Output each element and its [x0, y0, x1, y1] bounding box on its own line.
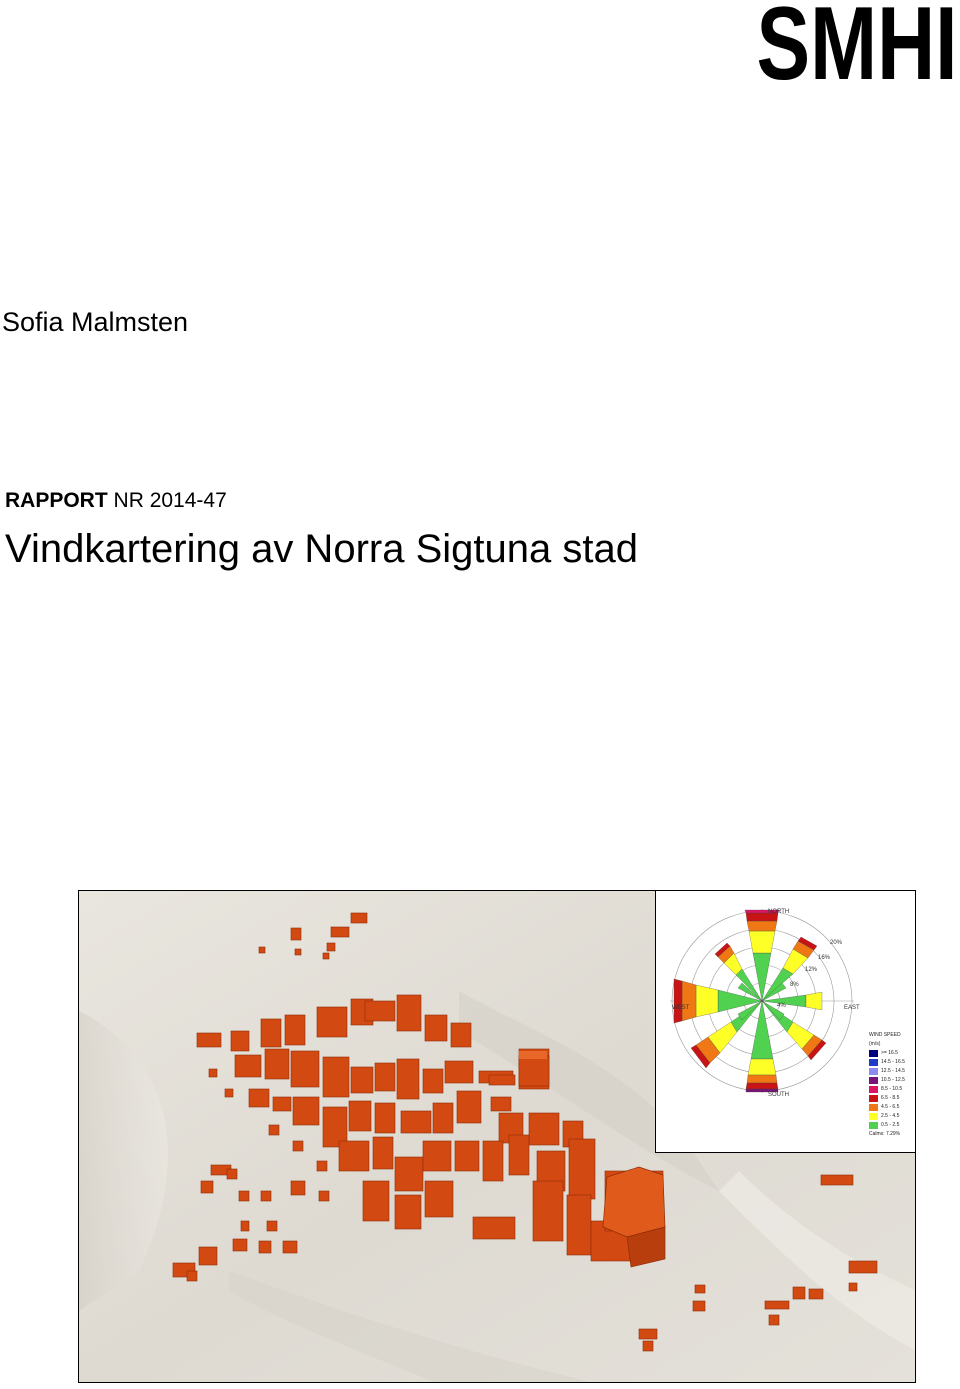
legend-calms: Calms: 7.29%	[869, 1131, 901, 1137]
rose-west-label: WEST	[672, 1005, 690, 1011]
legend-label: >= 16.5	[881, 1050, 898, 1056]
report-label: RAPPORT	[5, 489, 108, 512]
legend-row	[869, 1121, 916, 1130]
legend-row	[869, 1103, 916, 1112]
report-nr: NR 2014-47	[113, 489, 227, 512]
legend-row	[869, 1058, 916, 1067]
legend-title: WIND SPEED	[869, 1032, 901, 1038]
legend-swatch	[869, 1122, 878, 1129]
legend-row	[869, 1049, 916, 1058]
legend-row	[869, 1067, 916, 1076]
legend-swatch	[869, 1077, 878, 1084]
legend-swatch	[869, 1104, 878, 1111]
legend-label: 4.5 - 6.5	[881, 1104, 900, 1110]
smhi-logo	[756, 2, 959, 82]
smhi-logo-text: SMHI	[756, 2, 958, 82]
rose-ring-12: 12%	[805, 967, 818, 973]
legend-swatch	[869, 1086, 878, 1093]
legend-rows	[869, 1049, 916, 1130]
rose-north-label: NORTH	[768, 909, 790, 915]
legend-swatch	[869, 1068, 878, 1075]
rose-ring-20: 20%	[830, 940, 843, 946]
legend-row	[869, 1085, 916, 1094]
rose-ring-16: 16%	[818, 955, 831, 961]
legend-swatch	[869, 1059, 878, 1066]
report-title: Vindkartering av Norra Sigtuna stad	[5, 527, 638, 571]
legend-label: 14.5 - 16.5	[881, 1059, 905, 1065]
legend-row	[869, 1076, 916, 1085]
wind-speed-legend	[869, 1031, 916, 1139]
wind-rose-inset	[655, 891, 916, 1153]
report-number	[5, 488, 227, 514]
legend-row	[869, 1094, 916, 1103]
legend-label: 12.5 - 14.5	[881, 1068, 905, 1074]
legend-swatch	[869, 1050, 878, 1057]
legend-swatch	[869, 1095, 878, 1102]
rose-south-label: SOUTH	[768, 1092, 789, 1098]
legend-unit: (m/s)	[869, 1041, 881, 1047]
rose-east-label: EAST	[844, 1005, 860, 1011]
wind-rose-petals	[674, 910, 826, 1092]
cover-figure	[78, 890, 916, 1383]
legend-label: 8.5 - 10.5	[881, 1086, 903, 1092]
legend-row	[869, 1112, 916, 1121]
legend-swatch	[869, 1113, 878, 1120]
legend-label: 0.5 - 2.5	[881, 1122, 900, 1128]
author-name: Sofia Malmsten	[2, 307, 189, 337]
rose-ring-4: 4%	[777, 1003, 786, 1009]
legend-label: 10.5 - 12.5	[881, 1077, 905, 1083]
legend-label: 6.5 - 8.5	[881, 1095, 900, 1101]
legend-label: 2.5 - 4.5	[881, 1113, 900, 1119]
rose-ring-8: 8%	[790, 982, 799, 988]
